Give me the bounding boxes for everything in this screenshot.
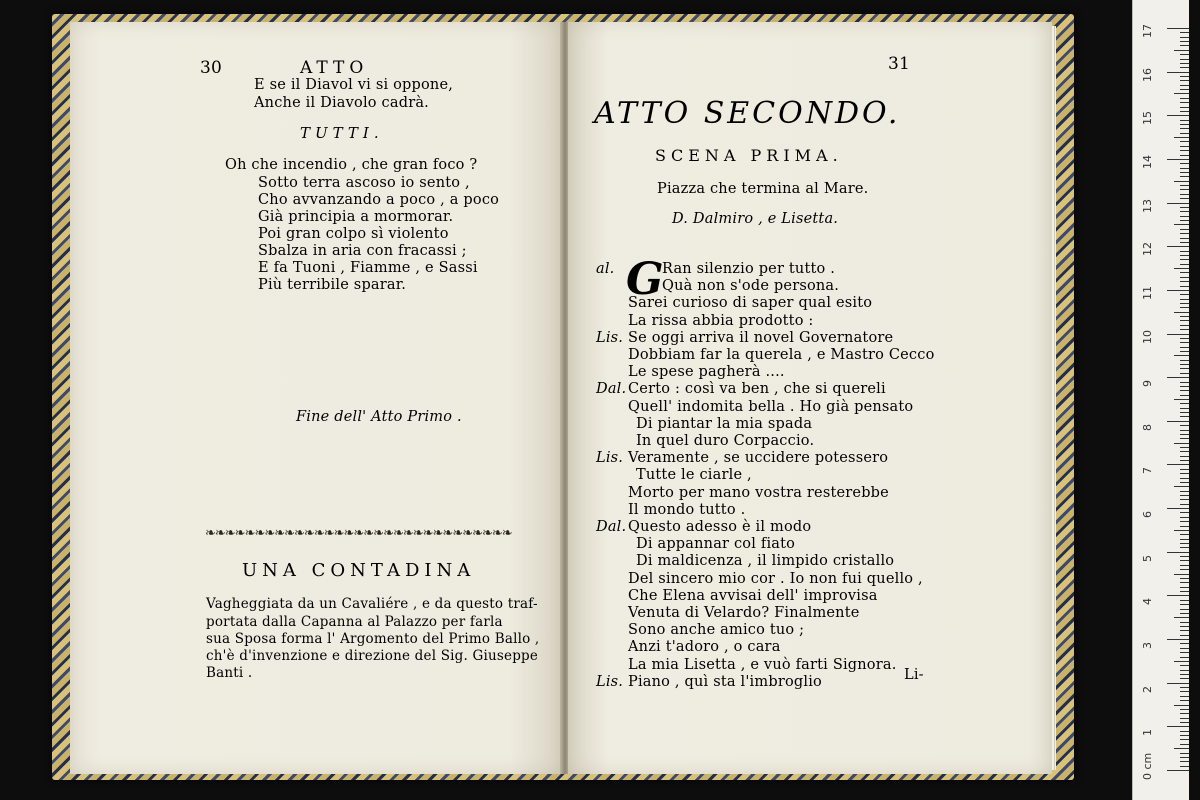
ruler-tick [1180,382,1189,383]
ruler-tick [1180,626,1189,627]
ruler-tick [1180,425,1189,426]
ruler-tick [1167,159,1189,160]
ruler-tick [1180,390,1189,391]
ruler-number: 11 [1141,285,1154,300]
ruler-tick [1180,59,1189,60]
ruler-tick [1180,163,1189,164]
ruler-tick [1180,613,1189,614]
ruler-tick [1180,460,1189,461]
ruler-tick [1174,530,1189,531]
ballet-text-line: portata dalla Capanna al Palazzo per farla [206,614,503,630]
speaker-label: Lis. [596,673,624,690]
ruler-tick [1174,268,1189,269]
ruler-tick [1174,137,1189,138]
ruler-tick [1180,360,1189,361]
dialogue-line: Di maldicenza , il limpido cristallo [636,553,895,570]
ruler-number: 0 cm [1141,752,1154,780]
ruler-tick [1180,286,1189,287]
ruler-tick [1167,72,1189,73]
ruler-tick [1167,464,1189,465]
ruler-tick [1180,80,1189,81]
ruler-tick [1180,469,1189,470]
ruler-tick [1180,325,1189,326]
ruler-tick [1180,499,1189,500]
ruler-tick [1180,569,1189,570]
dialogue-line: Che Elena avvisai dell' improvisa [628,587,878,604]
ruler-tick [1180,604,1189,605]
ruler-tick [1180,408,1189,409]
ruler-tick [1180,251,1189,252]
ruler-tick [1180,329,1189,330]
act-title: ATTO SECONDO. [594,96,901,131]
ruler-tick [1180,32,1189,33]
ruler-tick [1180,735,1189,736]
ruler-tick [1180,342,1189,343]
catchword: Li- [904,667,924,683]
dialogue-line: Sarei curioso di saper qual esito [628,295,873,312]
ruler-tick [1180,709,1189,710]
ruler-tick [1180,128,1189,129]
ruler-tick [1180,347,1189,348]
ruler-tick [1180,451,1189,452]
dialogue-line: Le spese pagherà .... [628,364,785,381]
ruler-tick [1180,277,1189,278]
ruler-number: 7 [1141,467,1154,475]
ruler-tick [1180,229,1189,230]
ruler-tick [1167,421,1189,422]
ruler-tick [1167,334,1189,335]
ruler-tick [1174,443,1189,444]
ruler-tick [1180,517,1189,518]
ruler-tick [1167,115,1189,116]
ruler-tick [1180,696,1189,697]
ruler-tick [1180,713,1189,714]
dialogue-line: Morto per mano vostra resterebbe [628,484,889,501]
ruler-tick [1180,395,1189,396]
ruler-tick [1180,272,1189,273]
ruler-tick [1180,565,1189,566]
chorus-line: Già principia a mormorar. [258,209,454,225]
ruler-number: 3 [1141,642,1154,650]
ruler-tick [1180,556,1189,557]
ruler-tick [1180,521,1189,522]
ruler-tick [1174,50,1189,51]
ruler-tick [1180,150,1189,151]
chorus-line: Sotto terra ascoso io sento , [258,175,470,191]
speaker-label: Lis. [596,450,624,467]
ruler-number: 2 [1141,685,1154,693]
chorus-line: Poi gran colpo sì violento [258,226,449,242]
speaker-label: Lis. [596,329,624,346]
ruler-tick [1180,670,1189,671]
ruler-tick [1180,600,1189,601]
ruler-tick [1167,683,1189,684]
ruler-tick [1180,102,1189,103]
ruler-tick [1174,486,1189,487]
ruler-tick [1180,622,1189,623]
ruler-tick [1180,233,1189,234]
ruler-tick [1167,639,1189,640]
ruler-tick [1174,574,1189,575]
chorus-line: Sbalza in aria con fracassi ; [258,243,467,259]
ruler-number: 16 [1141,67,1154,82]
ruler-tick [1180,299,1189,300]
ruler-number: 14 [1141,154,1154,169]
ruler-tick [1180,320,1189,321]
dialogue-line: In quel duro Corpaccio. [636,433,815,449]
ruler-tick [1180,753,1189,754]
ruler-number: 17 [1141,24,1154,38]
ruler-tick [1180,456,1189,457]
speaker-tutti: TUTTI. [300,124,384,142]
ruler-tick [1180,739,1189,740]
ruler-tick [1167,246,1189,247]
ruler-tick [1180,473,1189,474]
ruler-tick [1180,591,1189,592]
ruler-tick [1180,648,1189,649]
chorus-line: Più terribile sparar. [258,277,407,293]
ruler-tick [1180,364,1189,365]
ruler-tick [1180,316,1189,317]
ruler-tick [1167,552,1189,553]
ornament-band: ❧❧❧❧❧❧❧❧❧❧❧❧❧❧❧❧❧❧❧❧❧❧❧❧❧❧❧❧❧❧❧ [205,526,512,540]
ruler-tick [1180,264,1189,265]
ruler-tick [1180,430,1189,431]
ruler-tick [1180,238,1189,239]
speaker-label: al. [596,261,615,277]
dialogue-line: Del sincero mio cor . Io non fui quello , [628,570,923,587]
ruler-tick [1180,491,1189,492]
ruler-tick [1174,399,1189,400]
ruler-tick [1180,120,1189,121]
ruler-number: 8 [1141,423,1154,431]
ruler-tick [1180,547,1189,548]
ruler-tick [1180,294,1189,295]
ruler-tick [1174,661,1189,662]
ruler-tick [1180,89,1189,90]
ruler-tick [1167,28,1189,29]
ruler-tick [1180,495,1189,496]
ruler-tick [1180,368,1189,369]
dialogue-line: Quà non s'ode persona. [662,278,840,295]
ruler-tick [1174,93,1189,94]
dialogue-line: Il mondo tutto . [628,501,746,518]
speaker-label: Dal. [596,381,627,398]
ballet-text-line: sua Sposa forma l' Argomento del Primo Ballo , [206,631,540,647]
dialogue-line: Se oggi arriva il novel Governatore [628,329,894,346]
ruler-tick [1180,207,1189,208]
dialogue-line: Certo : così va ben , che si quereli [628,381,886,398]
ruler-tick [1180,189,1189,190]
ruler-tick [1174,355,1189,356]
ruler-tick [1180,761,1189,762]
ruler-number: 1 [1141,729,1154,737]
ruler-number: 13 [1141,198,1154,213]
ruler-tick [1180,211,1189,212]
ruler-tick [1180,141,1189,142]
left-page-number: 30 [200,58,223,78]
ballet-text-line: ch'è d'invenzione e direzione del Sig. Giuseppe [206,648,539,664]
ruler-tick [1180,691,1189,692]
left-line-1: E se il Diavol vi si oppone, [254,77,454,93]
ruler-tick [1180,403,1189,404]
ruler-tick [1180,722,1189,723]
chorus-line: Oh che incendio , che gran foco ? [225,157,478,173]
ruler-tick [1167,726,1189,727]
ruler-tick [1167,595,1189,596]
ruler-tick [1180,582,1189,583]
ruler-tick [1174,312,1189,313]
ruler-tick [1180,665,1189,666]
ruler-tick [1180,512,1189,513]
chorus-line: Cho avvanzando a poco , a poco [258,192,500,208]
ruler-tick [1180,111,1189,112]
dialogue-line: Ran silenzio per tutto . [662,261,836,277]
ruler-tick [1174,181,1189,182]
scene-setting: Piazza che termina al Mare. [657,181,869,197]
ruler-number: 5 [1141,554,1154,562]
ruler-tick [1174,617,1189,618]
ruler-tick [1180,630,1189,631]
ruler-tick [1180,338,1189,339]
drop-cap: G [626,254,664,305]
measurement-ruler [1132,0,1189,800]
dialogue-line: Dobbiam far la querela , e Mastro Cecco [628,347,935,363]
ruler-tick [1180,124,1189,125]
ruler-tick [1180,63,1189,64]
ruler-tick [1180,744,1189,745]
end-of-act: Fine dell' Atto Primo . [296,409,462,425]
dialogue-line: Piano , quì sta l'imbroglio [628,673,822,690]
ruler-tick [1180,155,1189,156]
ruler-tick [1180,45,1189,46]
ruler-tick [1180,41,1189,42]
ruler-tick [1180,438,1189,439]
dialogue-line: Sono anche amico tuo ; [628,622,805,639]
ruler-tick [1180,281,1189,282]
ruler-tick [1180,98,1189,99]
ruler-tick [1180,678,1189,679]
ruler-tick [1174,224,1189,225]
ruler-tick [1180,176,1189,177]
ruler-tick [1180,172,1189,173]
ruler-tick [1180,539,1189,540]
ruler-number: 6 [1141,511,1154,519]
ballet-title: UNA CONTADINA [242,560,476,581]
ruler-number: 12 [1141,242,1154,257]
ruler-tick [1180,766,1189,767]
ruler-tick [1180,255,1189,256]
ruler-number: 4 [1141,598,1154,606]
scene-characters: D. Dalmiro , e Lisetta. [672,211,839,227]
ruler-tick [1180,220,1189,221]
ruler-tick [1180,54,1189,55]
dialogue-line: Di piantar la mia spada [636,415,813,432]
ruler-tick [1174,705,1189,706]
ruler-tick [1180,731,1189,732]
left-running-head: ATTO [300,58,369,78]
dialogue-line: Quell' indomita bella . Ho già pensato [628,398,914,415]
ballet-text-line: Vagheggiata da un Cavaliére , e da questo traf- [206,596,538,612]
ruler-tick [1174,748,1189,749]
ruler-tick [1180,504,1189,505]
dialogue-line: Veramente , se uccidere potessero [628,450,889,467]
ruler-tick [1180,412,1189,413]
ruler-tick [1180,652,1189,653]
ruler-tick [1180,216,1189,217]
ruler-tick [1180,85,1189,86]
ruler-tick [1180,373,1189,374]
ruler-number: 15 [1141,111,1154,126]
ruler-tick [1180,198,1189,199]
ruler-tick [1180,560,1189,561]
ruler-tick [1180,657,1189,658]
ruler-tick [1180,526,1189,527]
ballet-text-line: Banti . [206,665,253,681]
ruler-tick [1180,168,1189,169]
ruler-tick [1167,770,1189,771]
ruler-tick [1180,478,1189,479]
ruler-tick [1180,107,1189,108]
dialogue-line: Questo adesso è il modo [628,519,812,535]
ruler-number: 9 [1141,380,1154,388]
ruler-tick [1180,67,1189,68]
ruler-tick [1180,482,1189,483]
ruler-tick [1180,578,1189,579]
ruler-tick [1180,700,1189,701]
ruler-tick [1167,290,1189,291]
dialogue-line: Venuta di Velardo? Finalmente [628,605,860,621]
speaker-label: Dal. [596,519,627,535]
ruler-tick [1180,543,1189,544]
ruler-number: 10 [1141,329,1154,344]
ruler-tick [1180,718,1189,719]
ruler-tick [1167,377,1189,378]
dialogue-line: Di appannar col fiato [636,536,796,553]
ruler-tick [1180,534,1189,535]
scene-title: SCENA PRIMA. [655,146,843,165]
ruler-tick [1180,587,1189,588]
ruler-tick [1180,133,1189,134]
ruler-tick [1180,303,1189,304]
ruler-tick [1180,76,1189,77]
ruler-tick [1180,635,1189,636]
ruler-tick [1180,687,1189,688]
ruler-tick [1180,185,1189,186]
left-line-2: Anche il Diavolo cadrà. [254,95,429,111]
ruler-tick [1180,643,1189,644]
right-page-number: 31 [888,54,911,74]
ruler-tick [1180,416,1189,417]
ruler-tick [1180,242,1189,243]
ruler-tick [1180,351,1189,352]
dialogue-line: Tutte le ciarle , [636,467,752,484]
ruler-tick [1180,307,1189,308]
ruler-tick [1167,508,1189,509]
ruler-tick [1180,146,1189,147]
ruler-tick [1180,386,1189,387]
dialogue-line: Anzi t'adoro , o cara [628,639,781,656]
ruler-tick [1180,674,1189,675]
ruler-tick [1180,194,1189,195]
ruler-tick [1180,609,1189,610]
ruler-tick [1180,757,1189,758]
ruler-tick [1180,259,1189,260]
ruler-tick [1180,37,1189,38]
ruler-tick [1180,447,1189,448]
chorus-line: E fa Tuoni , Fiamme , e Sassi [258,260,478,276]
ruler-tick [1180,434,1189,435]
ruler-tick [1167,203,1189,204]
dialogue-line: La mia Lisetta , e vuò farti Signora. [628,656,897,673]
dialogue-line: La rissa abbia prodotto : [628,312,814,329]
